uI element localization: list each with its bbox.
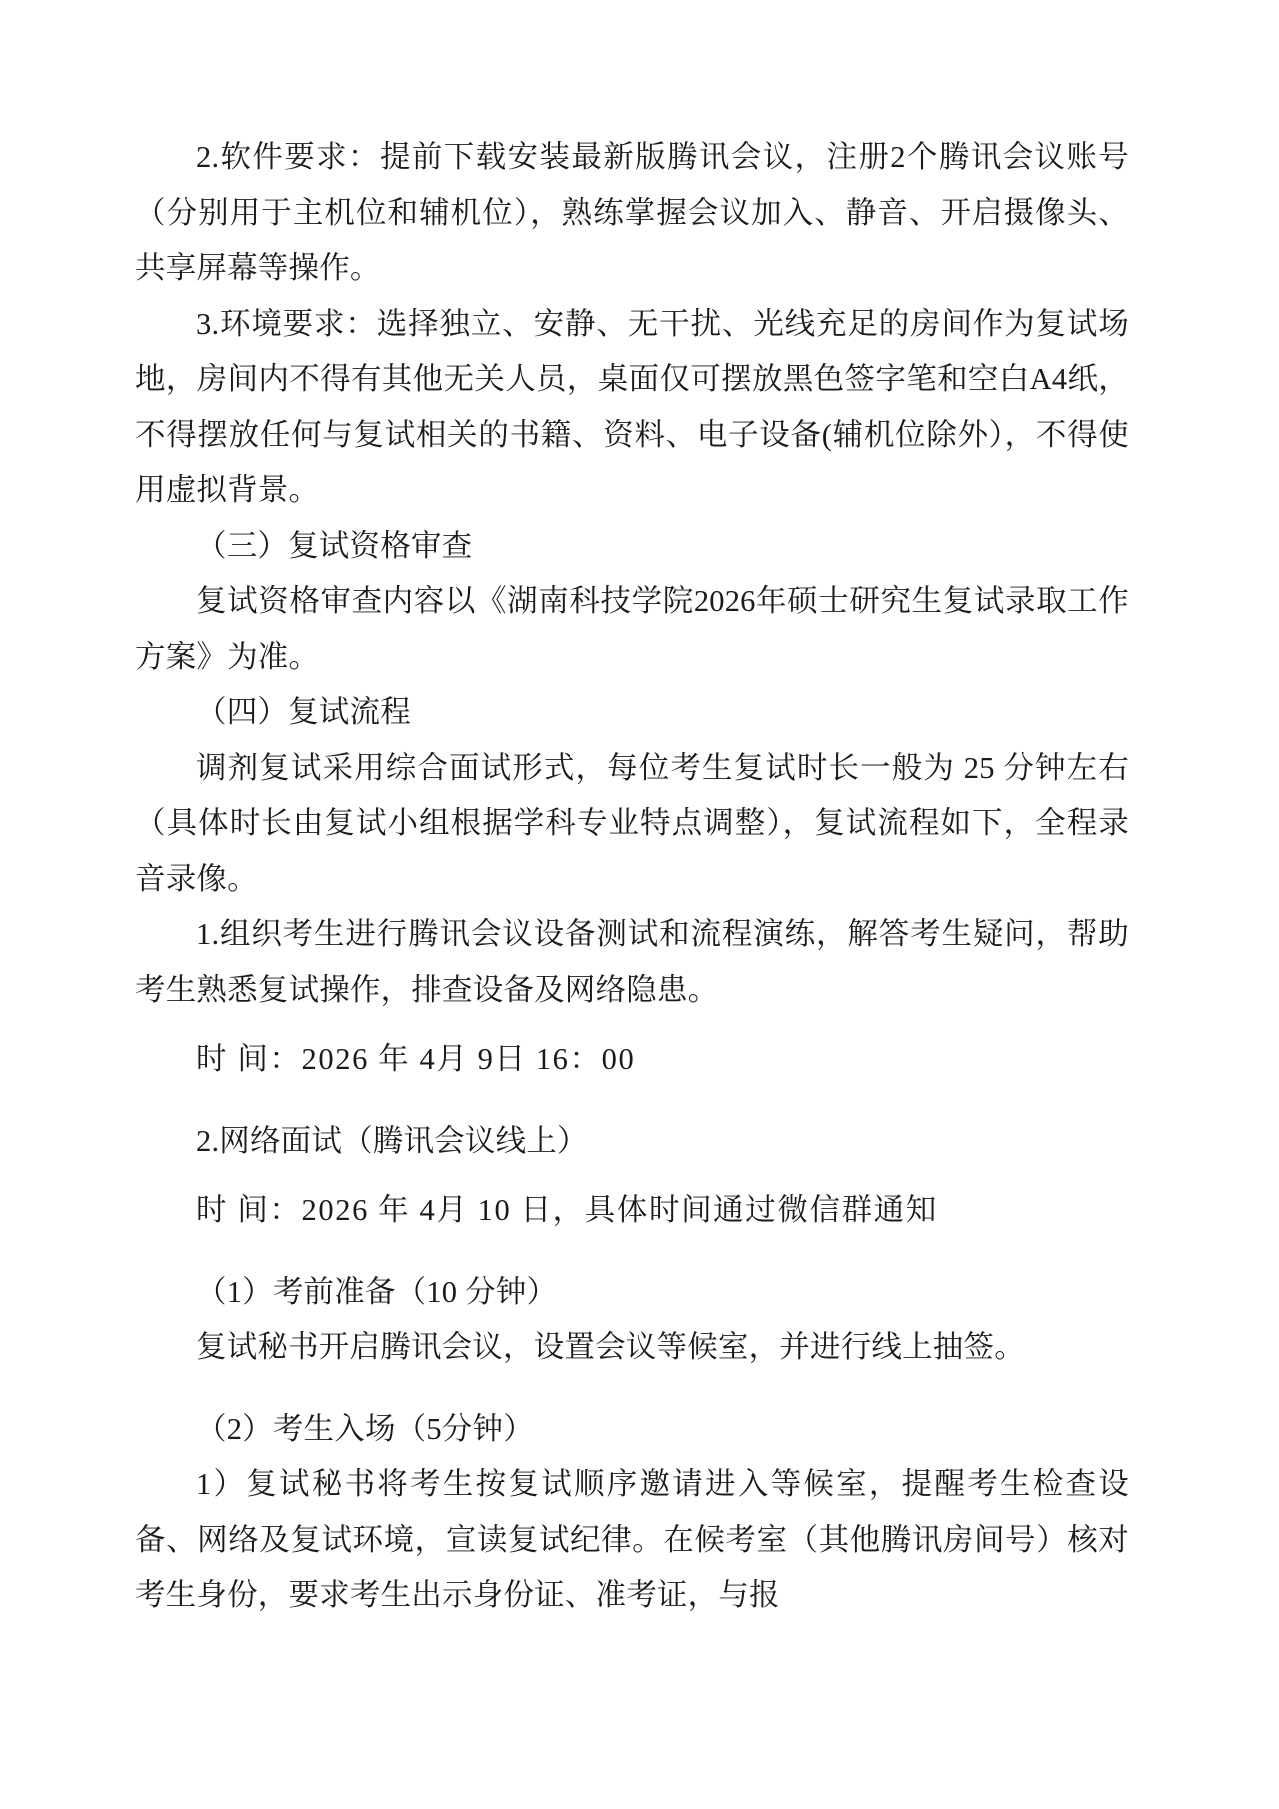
paragraph-process-step-1: 1.组织考生进行腾讯会议设备测试和流程演练，解答考生疑问，帮助考生熟悉复试操作，排查设备及网络隐患。 — [135, 917, 1129, 1007]
document-body — [135, 130, 1129, 1624]
paragraph-qualification-review-body: 复试资格审查内容以《湖南科技学院2026年硕士研究生复试录取工作方案》为准。 — [135, 584, 1129, 674]
heading-qualification-review: （三）复试资格审查 — [196, 528, 473, 563]
paragraph-software-requirement: 2.软件要求：提前下载安装最新版腾讯会议，注册2个腾讯会议账号（分别用于主机位和辅机位），熟练掌握会议加入、静音、开启摄像头、共享屏幕等操作。 — [135, 140, 1129, 285]
paragraph-pre-exam-preparation-body: 复试秘书开启腾讯会议，设置会议等候室，并进行线上抽签。 — [196, 1330, 1025, 1364]
paragraph-process-intro: 调剂复试采用综合面试形式，每位考生复试时长一般为 25 分钟左右（具体时长由复试小组根据学科专业特点调整），复试流程如下，全程录音录像。 — [135, 750, 1129, 896]
paragraph-environment-requirement: 3.环境要求：选择独立、安静、无干扰、光线充足的房间作为复试场地，房间内不得有其他无关人员，桌面仅可摆放黑色签字笔和空白A4纸，不得摆放任何与复试相关的书籍、资料、电子设备(辅机位除外），不得使用虚拟背景。 — [135, 306, 1129, 507]
heading-retest-process: （四）复试流程 — [196, 695, 411, 729]
heading-candidate-entrance: （2）考生入场（5分钟） — [196, 1411, 534, 1446]
heading-pre-exam-preparation: （1）考前准备（10 分钟） — [196, 1274, 558, 1309]
paragraph-step-2-time: 时 间：2026 年 4月 10 日，具体时间通过微信群通知 — [196, 1193, 938, 1227]
paragraph-candidate-entrance-body: 1）复试秘书将考生按复试顺序邀请进入等候室，提醒考生检查设备、网络及复试环境，宣读复试纪律。在候考室（其他腾讯房间号）核对考生身份，要求考生出示身份证、准考证，与报 — [135, 1467, 1129, 1612]
paragraph-step-1-time: 时 间：2026 年 4月 9日 16：00 — [196, 1042, 636, 1076]
paragraph-process-step-2: 2.网络面试（腾讯会议线上） — [196, 1123, 588, 1158]
